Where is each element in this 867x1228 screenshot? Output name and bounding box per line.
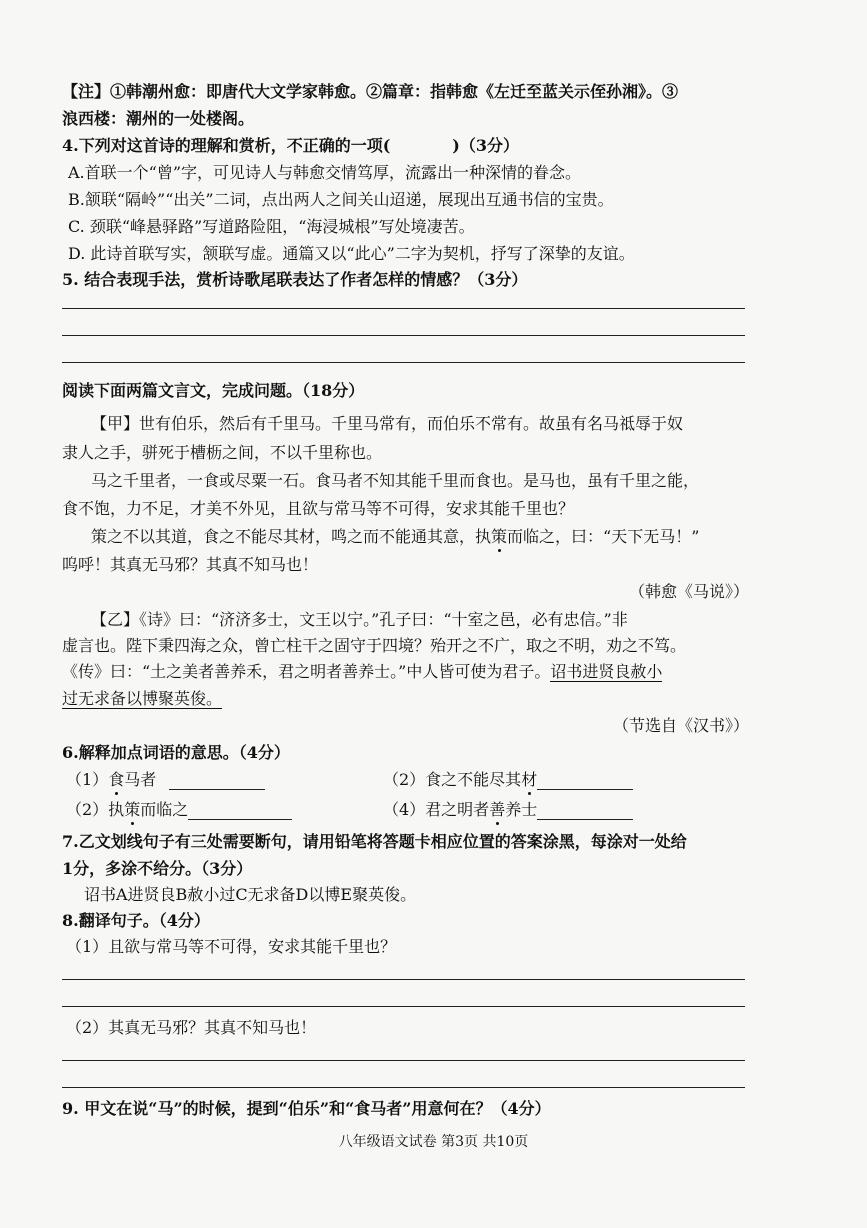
q5-answer-line-3[interactable] (62, 362, 745, 363)
dotted-word-shi: 食 (108, 770, 125, 789)
yi-line2: 虚言也。陛下秉四海之众，曾亡柱干之固守于四境？殆开之不广，取之不明，劝之不笃。 (62, 636, 687, 655)
jia-para1-line1: 【甲】世有伯乐，然后有千里马。千里马常有，而伯乐不常有。故虽有名马祗辱于奴 (91, 414, 684, 433)
jia-para1-line2: 隶人之手，骈死于槽枥之间，不以千里称也。 (62, 443, 383, 462)
note-line-2: 浪西楼：潮州的一处楼阁。 (62, 109, 255, 128)
q6-item-3: （2）执策而临之 (66, 800, 292, 820)
q4-stem-end: )（3分） (452, 136, 519, 155)
reading-intro: 阅读下面两篇文言文，完成问题。（18分） (62, 381, 365, 400)
q4-option-d: D. 此诗首联写实，颔联写虚。通篇又以“此心”二字为契机，抒写了深挚的友谊。 (68, 244, 635, 263)
q8-answer-line-2a[interactable] (62, 1060, 745, 1061)
q8-answer-line-1a[interactable] (62, 979, 745, 980)
q6-item-4: （4）君之明者善养士 (383, 800, 633, 820)
q6-answer-1[interactable] (169, 773, 265, 790)
q7-stem-line2: 1分，多涂不给分。（3分） (62, 859, 253, 878)
q9-stem: 9. 甲文在说“马”的时候，提到“伯乐”和“食马者”用意何在？（4分） (62, 1099, 551, 1118)
jia-para3-line1 (91, 527, 699, 547)
q6-stem: 6.解释加点词语的意思。（4分） (62, 743, 290, 762)
jia-para2-line1: 马之千里者，一食或尽粟一石。食马者不知其能千里而食也。是马也，虽有千里之能， (91, 471, 700, 490)
q7-stem-line1: 7.乙文划线句子有三处需要断句，请用铅笔将答题卡相应位置的答案涂黑，每涂对一处给 (62, 832, 687, 851)
yi-line3-text: 《传》曰：“土之美者善养禾，君之明者善养士。”中人皆可使为君子。 (62, 662, 551, 681)
q4-stem-start: 4.下列对这首诗的理解和赏析，不正确的一项( (62, 136, 391, 155)
yi-line1: 【乙】《诗》曰：“济济多士，文王以宁。”孔子曰：“十室之邑，必有忠信。”非 (91, 610, 628, 629)
q7-sentence: 诏书A进贤良B赦小过C无求备D以博E聚英俊。 (84, 885, 417, 904)
yi-underlined-sentence-part2: 过无求备以博聚英俊。 (62, 689, 223, 708)
q5-answer-line-2[interactable] (62, 335, 745, 336)
dotted-word-ce-2: 策 (124, 800, 141, 819)
yi-line4 (62, 689, 222, 709)
dotted-word-ce: 策 (491, 527, 508, 546)
q8-answer-line-1b[interactable] (62, 1006, 745, 1007)
q8-sentence-2: （2）其真无马邪？其真不知马也！ (66, 1018, 317, 1037)
jia-para3-line2: 呜呼！其真无马邪？其真不知马也！ (62, 555, 319, 574)
yi-source: （节选自《汉书》） (612, 716, 749, 735)
q6-item-2: （2）食之不能尽其材 (383, 770, 633, 790)
yi-underlined-sentence-part1: 诏书进贤良赦小 (550, 662, 663, 681)
note-line-1: 【注】①韩潮州愈：即唐代大文学家韩愈。②篇章：指韩愈《左迁至蓝关示侄孙湘》。③ (62, 82, 679, 101)
jia-source: （韩愈《马说》） (628, 582, 749, 601)
q6-answer-2[interactable] (537, 773, 633, 790)
jia-para3-text-b: 而临之，曰：“天下无马！” (507, 527, 700, 546)
q6-answer-4[interactable] (537, 803, 633, 820)
yi-line3 (62, 662, 662, 682)
q4-option-c: C. 颈联“峰悬驿路”写道路险阻，“海浸城根”写处境凄苦。 (68, 217, 475, 236)
q8-stem: 8.翻译句子。（4分） (62, 911, 210, 930)
q4-option-b: B.颔联“隔岭”“出关”二词，点出两人之间关山迢递，展现出互通书信的宝贵。 (68, 190, 614, 209)
q4-stem (62, 136, 519, 156)
dotted-word-shan: 善 (489, 800, 506, 819)
jia-para3-text-a: 策之不以其道，食之不能尽其材，鸣之而不能通其意，执 (91, 527, 492, 546)
q6-item-1: （1）食马者 (66, 770, 265, 790)
q5-stem: 5. 结合表现手法，赏析诗歌尾联表达了作者怎样的情感？（3分） (62, 270, 528, 289)
page-footer: 八年级语文试卷 第3页 共10页 (338, 1134, 529, 1150)
jia-para2-line2: 食不饱，力不足，才美不外见，且欲与常马等不可得，安求其能千里也？ (62, 499, 575, 518)
q8-answer-line-2b[interactable] (62, 1087, 745, 1088)
q8-sentence-1: （1）且欲与常马等不可得，安求其能千里也？ (66, 937, 397, 956)
q4-option-a: A.首联一个“曾”字，可见诗人与韩愈交情笃厚，流露出一种深情的眷念。 (68, 163, 582, 182)
dotted-word-cai: 材 (521, 770, 538, 789)
q6-answer-3[interactable] (188, 803, 292, 820)
q5-answer-line-1[interactable] (62, 308, 745, 309)
